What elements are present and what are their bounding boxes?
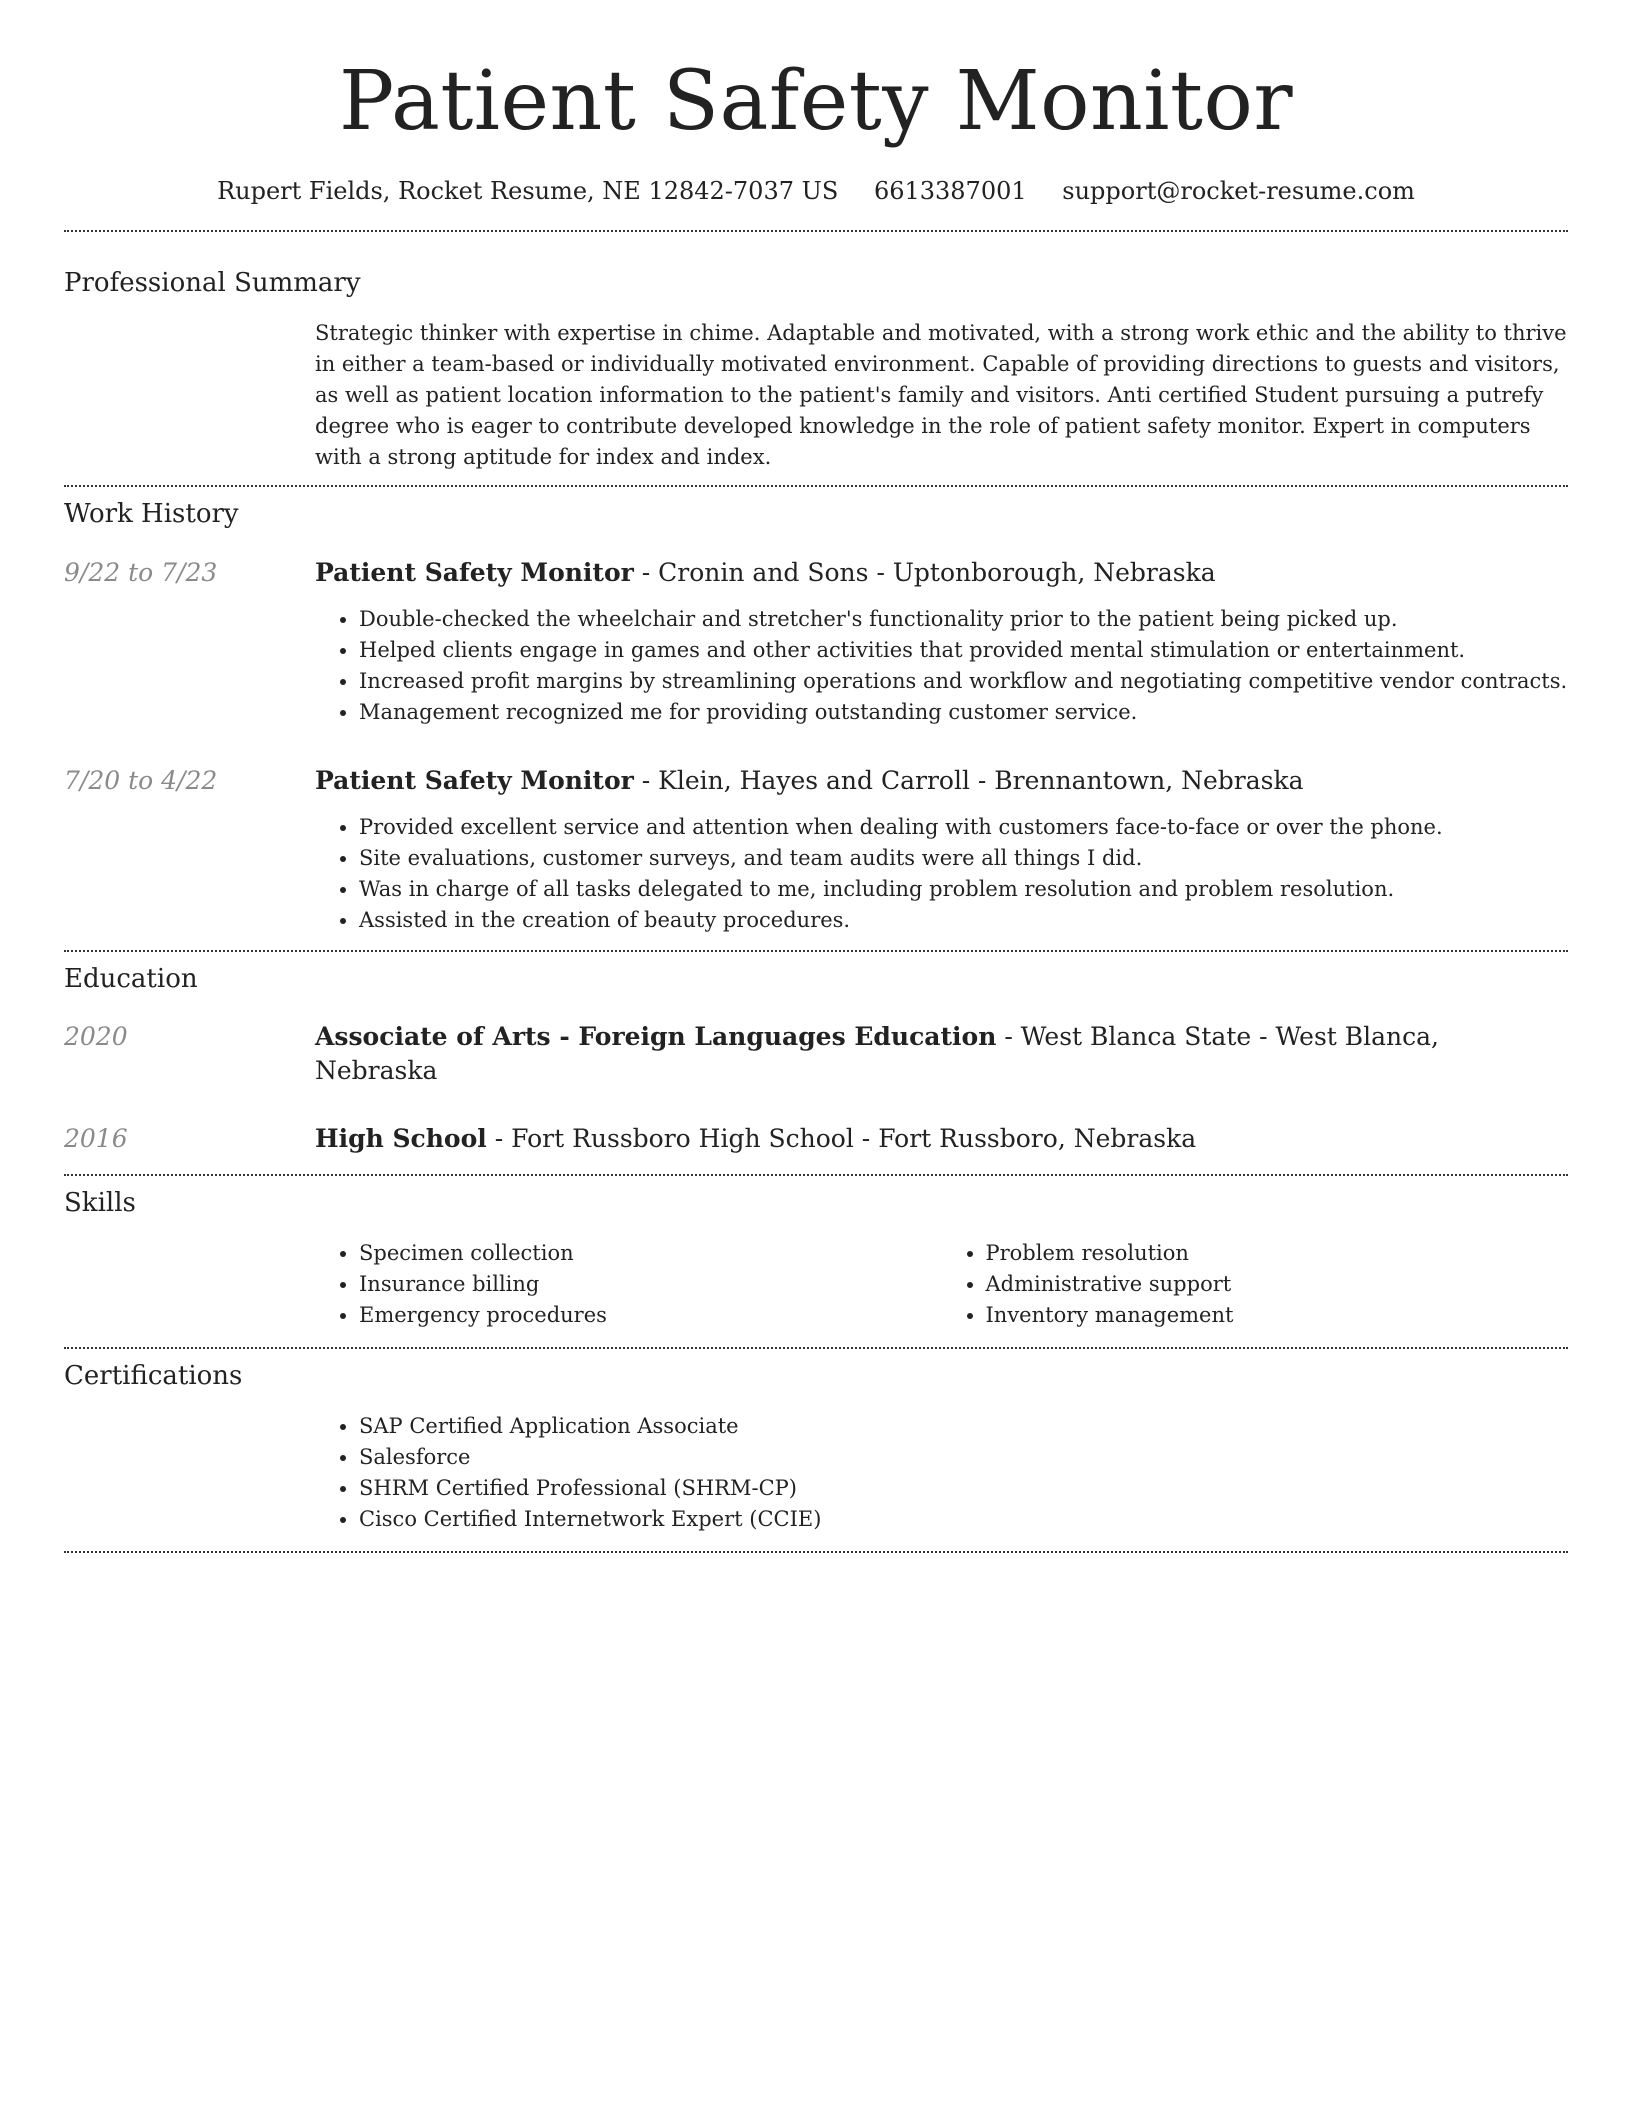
skills-column-right: [942, 1238, 1569, 1331]
job-heading: [315, 556, 1568, 590]
education-heading: [315, 1122, 1568, 1156]
list-item: • Emergency procedures: [359, 1300, 942, 1331]
section-title-summary: Professional Summary: [64, 268, 361, 298]
job-employer: - Klein, Hayes and Carroll - Brennantown, Nebraska: [633, 766, 1304, 795]
skills-grid: [315, 1238, 1568, 1331]
candidate-title: Patient Safety Monitor: [338, 54, 1294, 149]
education-year: 2020: [64, 1022, 128, 1051]
list-item: • SAP Certified Application Associate: [359, 1411, 1568, 1442]
section-title-skills: Skills: [64, 1188, 136, 1218]
skills-section: [64, 1176, 1568, 1331]
education-entry: [64, 1020, 1568, 1088]
certifications-section: [64, 1349, 1568, 1535]
list-item: • Inventory management: [986, 1300, 1569, 1331]
job-heading: [315, 764, 1568, 798]
job-dates: 7/20 to 4/22: [64, 766, 218, 795]
list-item: • Salesforce: [359, 1442, 1568, 1473]
job-entry: [64, 764, 1568, 936]
list-item: • Helped clients engage in games and other activities that provided mental stimulation or entertainment.: [359, 635, 1568, 666]
list-item: • Site evaluations, customer surveys, and team audits were all things I did.: [359, 843, 1568, 874]
list-item: • Administrative support: [986, 1269, 1569, 1300]
list-item: • SHRM Certified Professional (SHRM-CP): [359, 1473, 1568, 1504]
contact-phone: 6613387001: [873, 177, 1027, 205]
job-role: Patient Safety Monitor: [315, 558, 634, 587]
section-title-education: Education: [64, 964, 198, 994]
education-school: - Fort Russboro High School - Fort Russboro, Nebraska: [486, 1124, 1197, 1153]
job-entry: [64, 556, 1568, 728]
job-bullets: [315, 604, 1568, 728]
section-title-work: Work History: [64, 499, 239, 529]
summary-text: Strategic thinker with expertise in chime. Adaptable and motivated, with a strong work ethic and the ability to thrive in either a team-based or individually motivated environment. Capable of providing directions to guests and visitors, as well as patient location information to the patient's family and visitors. Anti certified Student pursuing a putrefy degree who is eager to contribute developed knowledge in the role of patient safety monitor. Expert in computers with a strong aptitude for index and index.: [315, 321, 1567, 469]
list-item: • Insurance billing: [359, 1269, 942, 1300]
education-degree: High School: [315, 1124, 487, 1153]
resume-page: [64, 0, 1568, 1553]
work-history-section: [64, 487, 1568, 936]
education-year: 2016: [64, 1124, 128, 1153]
skills-column-left: [315, 1238, 942, 1331]
list-item: • Increased profit margins by streamlining operations and workflow and negotiating competitive vendor contracts.: [359, 666, 1568, 697]
job-dates: 9/22 to 7/23: [64, 558, 218, 587]
list-item: • Management recognized me for providing outstanding customer service.: [359, 697, 1568, 728]
list-item: • Assisted in the creation of beauty procedures.: [359, 905, 1568, 936]
section-title-certifications: Certifications: [64, 1361, 243, 1391]
list-item: • Provided excellent service and attention when dealing with customers face-to-face or over the phone.: [359, 812, 1568, 843]
list-item: • Cisco Certified Internetwork Expert (CCIE): [359, 1504, 1568, 1535]
list-item: • Double-checked the wheelchair and stretcher's functionality prior to the patient being picked up.: [359, 604, 1568, 635]
summary-section: [64, 232, 1568, 473]
divider: [64, 1551, 1568, 1553]
education-degree: Associate of Arts - Foreign Languages Education: [315, 1022, 997, 1051]
contact-line: [64, 174, 1568, 208]
job-bullets: [315, 812, 1568, 936]
list-item: • Specimen collection: [359, 1238, 942, 1269]
summary-body: [315, 318, 1568, 473]
contact-address: Rupert Fields, Rocket Resume, NE 12842-7037 US: [217, 177, 839, 205]
education-school: - West Blanca State - West Blanca, Nebraska: [315, 1022, 1440, 1085]
certifications-list: [315, 1411, 1568, 1535]
list-item: • Was in charge of all tasks delegated to me, including problem resolution and problem resolution.: [359, 874, 1568, 905]
job-employer: - Cronin and Sons - Uptonborough, Nebraska: [633, 558, 1216, 587]
education-entry: [64, 1122, 1568, 1156]
education-section: [64, 952, 1568, 1156]
list-item: • Problem resolution: [986, 1238, 1569, 1269]
job-role: Patient Safety Monitor: [315, 766, 634, 795]
contact-email: support@rocket-resume.com: [1062, 177, 1415, 205]
education-heading: [315, 1020, 1568, 1088]
